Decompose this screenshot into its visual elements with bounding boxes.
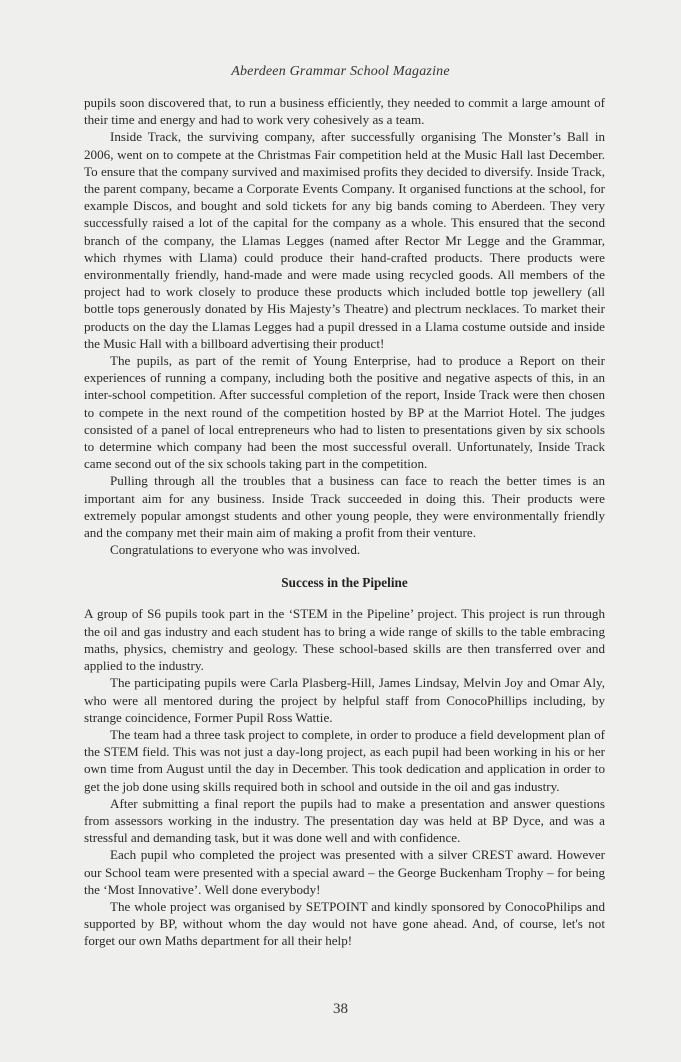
body-paragraph: After submitting a final report the pupils had to make a presentation and answer questions from assessors working in the industry. The presentation day was held at BP Dyce, and was a stressful and demanding task, but it was done well and with confidence.: [84, 795, 605, 846]
article-success-in-the-pipeline: [84, 574, 605, 949]
body-paragraph: A group of S6 pupils took part in the ‘STEM in the Pipeline’ project. This project is run through the oil and gas industry and each student has to bring a wide range of skills to the table embracing maths, physics, chemistry and geology. These school-based skills are then transferred over and applied to the industry.: [84, 606, 605, 674]
article-heading: Success in the Pipeline: [281, 575, 408, 591]
body-paragraph: Each pupil who completed the project was presented with a silver CREST award. However our School team were presented with a special award – the George Buckenham Trophy – for being the ‘Most Innovative’. Well done everybody!: [84, 847, 605, 897]
body-paragraph: The team had a three task project to complete, in order to produce a field development plan of the STEM field. This was not just a day-long project, as each pupil had been working in his or her own time from August until the day in December. This took dedication and application in order to get the job done using skills required both in school and outside in the oil and gas industry.: [84, 726, 605, 794]
body-paragraph: Congratulations to everyone who was involved.: [110, 542, 361, 558]
page-number: 38: [333, 1001, 348, 1017]
body-paragraph: pupils soon discovered that, to run a business efficiently, they needed to commit a large amount of their time and energy and had to work very cohesively as a team.: [84, 95, 605, 128]
page-body: [84, 94, 605, 950]
article-inside-track: [84, 94, 605, 558]
body-paragraph: The whole project was organised by SETPOINT and kindly sponsored by ConocoPhilips and supported by BP, without whom the day would not have gone ahead. And, of course, let's not forget our own Maths department for all their help!: [84, 898, 605, 949]
body-paragraph: Inside Track, the surviving company, after successfully organising The Monster’s Ball in 2006, went on to compete at the Christmas Fair competition held at the Music Hall last December. To ensure that the company survived and maximised profits they decided to diversify. Inside Track, the parent company, became a Corporate Events Company. It organised functions at the school, for example Discos, and bought and sold tickets for any big bands coming to Aberdeen. They very successfully raised a lot of the capital for the company as a whole. This ensured that the second branch of the company, the Llamas Legges (named after Rector Mr Legge and the Grammar, which rhymes with Llama) could produce their hand-crafted products. There products were environmentally friendly, hand-made and were made using recycled goods. All members of the project had to work closely to produce these products which included bottle top jewellery (all bottle tops generously donated by His Majesty’s Theatre) and plectrum necklaces. To market their products on the day the Llamas Legges had a pupil dressed in a Llama costume outside and inside the Music Hall with a billboard advertising their product!: [84, 129, 605, 351]
running-header: Aberdeen Grammar School Magazine: [231, 64, 450, 79]
body-paragraph: The pupils, as part of the remit of Young Enterprise, had to produce a Report on their experiences of running a company, including both the positive and negative aspects of this, in an inter-school competition. After successful completion of the report, Inside Track were then chosen to compete in the next round of the competition hosted by BP at the Marriot Hotel. The judges consisted of a panel of local entrepreneurs who had to listen to presentations given by six schools to determine which company had been the most successful overall. Unfortunately, Inside Track came second out of the six schools taking part in the competition.: [84, 353, 605, 472]
body-paragraph: Pulling through all the troubles that a business can face to reach the better times is an important aim for any business. Inside Track succeeded in doing this. Their products were extremely popular amongst students and other young people, they were environmentally friendly and the company met their main aim of making a profit from their venture.: [84, 473, 605, 541]
body-paragraph: The participating pupils were Carla Plasberg-Hill, James Lindsay, Melvin Joy and Omar Aly, who were all mentored during the project by helpful staff from ConocoPhillips including, by strange coincidence, Former Pupil Ross Wattie.: [84, 675, 605, 725]
